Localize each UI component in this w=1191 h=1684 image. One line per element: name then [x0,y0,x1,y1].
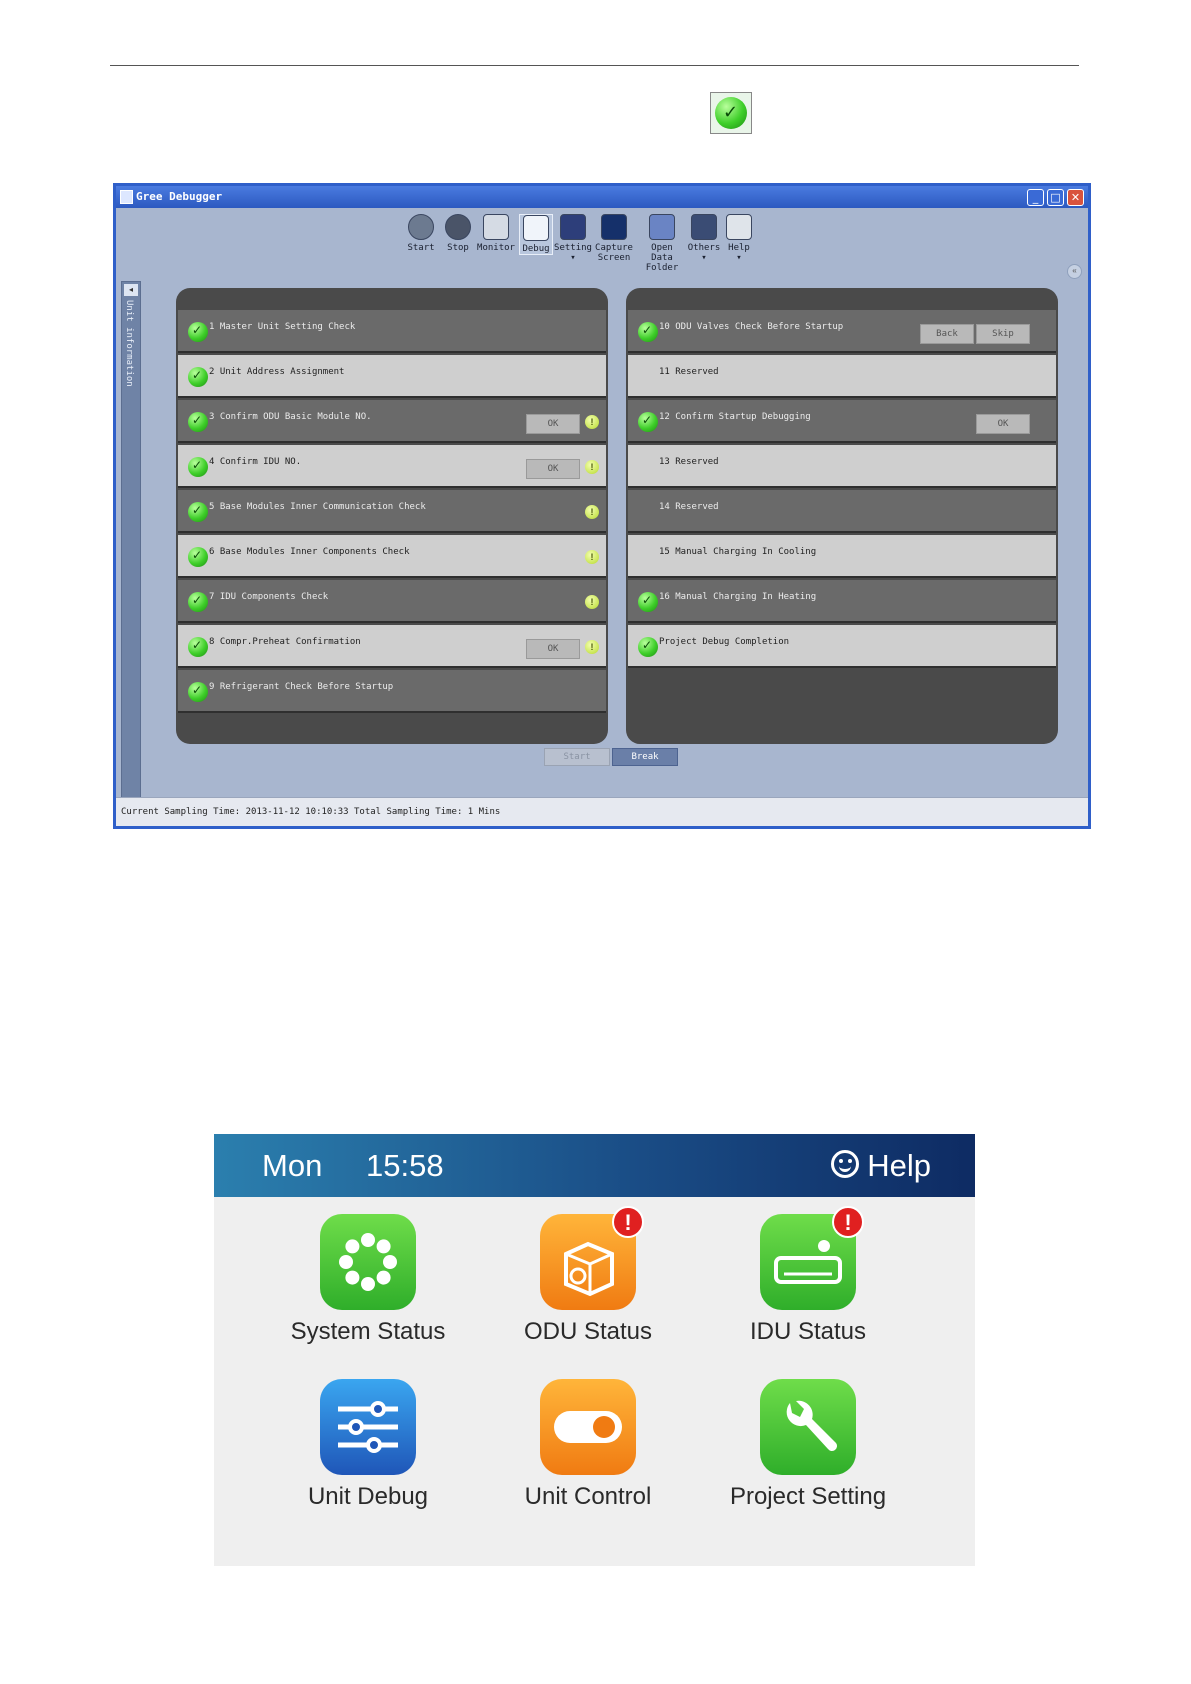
check-glyph: ✓ [192,323,203,337]
debug-step-row [628,625,1056,668]
debug-step-row [628,535,1056,578]
check-glyph: ✓ [192,548,203,562]
step-label: 13 Reserved [659,457,719,467]
app-label: Project Setting [729,1483,887,1510]
step-label: 16 Manual Charging In Heating [659,592,817,602]
check-glyph: ✓ [192,368,203,382]
check-icon [188,592,208,612]
step-label: 4 Confirm IDU NO. [209,457,302,467]
app-icon [120,190,133,204]
toolbar-debug-button[interactable] [519,214,553,255]
system-status-app[interactable] [268,1214,468,1346]
check-glyph: ✓ [642,593,653,607]
debug-steps-left-panel [176,288,608,744]
monitor-icon [483,214,509,240]
odu-status-app[interactable] [488,1210,688,1346]
debug-step-row [178,670,606,713]
app-label: System Status [290,1318,446,1345]
check-icon [188,637,208,657]
debug-steps-right-panel [626,288,1058,744]
app-label: ODU Status [523,1318,653,1345]
alert-badge-icon: ! [832,1206,864,1238]
step-back-button[interactable]: Back [920,324,974,344]
step-ok-button[interactable]: OK [526,414,580,434]
close-button[interactable]: ✕ [1067,189,1084,206]
wrench-icon[interactable] [760,1379,856,1475]
toolbar-sublabel: Folder [645,263,679,273]
debug-step-row [178,400,606,443]
step-label: Project Debug Completion [659,637,790,647]
others-icon [691,214,717,240]
step-label: 10 ODU Valves Check Before Startup [659,322,844,332]
collapse-toolbar-button[interactable]: « [1067,264,1082,279]
step-ok-button[interactable]: OK [976,414,1030,434]
window-title: Gree Debugger [136,190,223,203]
toolbar-label: Setting [554,243,592,253]
check-icon [188,367,208,387]
debug-step-row [178,535,606,578]
debug-step-row [178,580,606,623]
debug-icon [523,215,549,241]
toolbar-stop-button[interactable] [443,214,473,253]
check-glyph: ✓ [192,458,203,472]
check-icon [188,322,208,342]
toolbar-label: Debug [522,244,550,254]
debug-step-row [628,580,1056,623]
toolbar-label: Monitor [477,243,515,253]
step-label: 3 Confirm ODU Basic Module NO. [209,412,372,422]
step-label: 11 Reserved [659,367,719,377]
info-icon[interactable]: ! [585,460,599,474]
toolbar-label: Open Data [651,243,673,263]
toolbar-monitor-button[interactable] [476,214,516,253]
toolbar-label: Start [407,243,435,253]
indoor-unit-icon[interactable] [760,1210,856,1310]
unit-control-app[interactable] [488,1379,688,1511]
check-glyph: ✓ [642,323,653,337]
app-label: Unit Debug [307,1483,429,1510]
debug-step-row [628,445,1056,488]
toolbar-label: Others [687,243,721,253]
toolbar-capture-screen-button[interactable] [594,214,634,263]
debug-step-row [178,310,606,353]
check-glyph: ✓ [192,638,203,652]
toolbar-sublabel: Screen [597,253,631,263]
help-button[interactable]: Help [867,1148,931,1183]
break-button[interactable]: Break [612,748,678,766]
step-ok-button[interactable]: OK [526,639,580,659]
step-label: 7 IDU Components Check [209,592,329,602]
toolbar-help-button[interactable] [724,214,754,263]
sliders-icon[interactable] [320,1379,416,1475]
toolbar-start-button[interactable] [406,214,436,253]
capture-screen-icon [601,214,627,240]
info-icon[interactable]: ! [585,640,599,654]
check-glyph: ✓ [192,503,203,517]
top-bar [214,1134,975,1197]
alert-badge-icon: ! [612,1206,644,1238]
check-glyph: ✓ [642,413,653,427]
unit-debug-app[interactable] [268,1379,468,1511]
debug-step-row [178,490,606,533]
toolbar-others-button[interactable] [686,214,722,263]
app-label: IDU Status [749,1318,867,1345]
check-icon [638,637,658,657]
toolbar-label: Help [728,243,750,253]
check-icon [188,547,208,567]
toolbar-open-data-folder-button[interactable] [638,214,686,273]
debug-step-row [178,355,606,398]
status-bar [116,797,1088,826]
debug-step-row [628,400,1056,443]
toolbar-label: Capture [595,243,633,253]
debug-step-row [178,625,606,668]
info-icon[interactable]: ! [585,415,599,429]
toggle-icon-graphic [540,1379,636,1475]
check-glyph: ✓ [192,683,203,697]
minimize-button[interactable]: _ [1027,189,1044,206]
check-glyph: ✓ [192,593,203,607]
info-icon[interactable]: ! [585,595,599,609]
check-icon: ✓ [710,92,752,134]
check-icon [188,412,208,432]
step-label: 5 Base Modules Inner Communication Check [209,502,426,512]
start-button[interactable]: Start [544,748,610,766]
step-label: 12 Confirm Startup Debugging [659,412,811,422]
toolbar-sublabel: ▾ [570,253,576,263]
day-label: Mon [262,1148,323,1183]
step-label: 14 Reserved [659,502,719,512]
wrench-icon-graphic [760,1379,856,1475]
debug-step-row [178,445,606,488]
step-label: 15 Manual Charging In Cooling [659,547,817,557]
setting-icon [560,214,586,240]
clock-label: 15:58 [366,1148,444,1183]
sun-burst-icon[interactable] [320,1214,416,1310]
toolbar-setting-button[interactable] [554,214,592,263]
step-label: 8 Compr.Preheat Confirmation [209,637,361,647]
check-icon [188,457,208,477]
controller-home-screen [214,1134,975,1566]
check-icon [638,412,658,432]
step-label: 1 Master Unit Setting Check [209,322,356,332]
toolbar-sublabel: ▾ [701,253,707,263]
step-label: 2 Unit Address Assignment [209,367,345,377]
info-icon[interactable]: ! [585,505,599,519]
check-icon [638,322,658,342]
maximize-button[interactable]: □ [1047,189,1064,206]
unit-information-sidebar[interactable] [121,281,141,803]
sampling-time-status: Current Sampling Time: 2013-11-12 10:10:33 Total Sampling Time: 1 Mins [121,807,501,817]
step-ok-button[interactable]: OK [526,459,580,479]
toggle-icon[interactable] [540,1379,636,1475]
idu-status-app[interactable] [708,1210,908,1346]
check-glyph: ✓ [642,638,653,652]
open-data-folder-icon [649,214,675,240]
title-bar [116,186,1088,208]
debugger-window [113,183,1091,829]
step-label: 9 Refrigerant Check Before Startup [209,682,394,692]
toolbar-sublabel: ▾ [736,253,742,263]
check-icon [188,682,208,702]
page-header-rule [110,65,1079,66]
project-setting-app[interactable] [708,1379,908,1511]
check-glyph: ✓ [192,413,203,427]
toolbar-label: Stop [447,243,469,253]
sliders-icon-graphic [320,1379,416,1475]
sidebar-toggle-icon[interactable]: ◂ [124,284,138,296]
sun-burst-icon-graphic [320,1214,416,1310]
start-icon [408,214,434,240]
debug-step-row [628,310,1056,353]
debug-step-row [628,490,1056,533]
app-label: Unit Control [524,1483,652,1510]
sidebar-label: Unit information [124,300,134,387]
info-icon[interactable]: ! [585,550,599,564]
debug-step-row [628,355,1056,398]
help-icon [726,214,752,240]
step-label: 6 Base Modules Inner Components Check [209,547,410,557]
check-icon [638,592,658,612]
stop-icon [445,214,471,240]
check-icon [188,502,208,522]
step-skip-button[interactable]: Skip [976,324,1030,344]
smiley-help-icon[interactable] [831,1150,859,1178]
outdoor-unit-icon[interactable] [540,1210,636,1310]
